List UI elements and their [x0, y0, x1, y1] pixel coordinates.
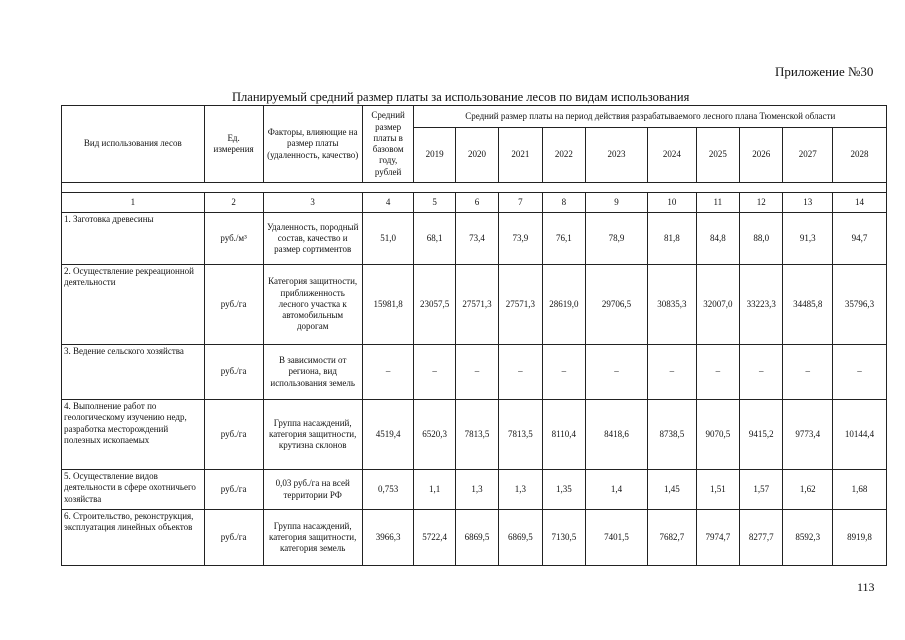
table-row: [62, 510, 887, 566]
row-year-value-cell: 7974,7: [696, 510, 739, 566]
row-year-value-cell: 8277,7: [740, 510, 783, 566]
header-year: 2022: [542, 128, 585, 183]
header-kind: Вид использования лесов: [62, 106, 205, 183]
row-year-value-cell: 6869,5: [455, 510, 498, 566]
row-year-value-cell: –: [499, 345, 542, 400]
row-base-cell: 15981,8: [362, 265, 414, 345]
row-year-value-cell: 7813,5: [499, 400, 542, 470]
column-number: 4: [362, 193, 414, 213]
row-year-value-cell: 35796,3: [833, 265, 887, 345]
header-factors: Факторы, влияющие на размер платы (удаленность, качество): [263, 106, 362, 183]
row-year-value-cell: 1,4: [586, 470, 648, 510]
table-title: Планируемый средний размер платы за использование лесов по видам использования: [232, 90, 690, 104]
row-kind-cell: 2. Осуществление рекреационной деятельности: [62, 265, 205, 345]
row-year-value-cell: 28619,0: [542, 265, 585, 345]
column-number: 14: [833, 193, 887, 213]
row-year-value-cell: 1,3: [455, 470, 498, 510]
row-year-value-cell: 68,1: [414, 213, 455, 265]
row-year-value-cell: 73,9: [499, 213, 542, 265]
page-number: 113: [857, 580, 875, 594]
column-number: 1: [62, 193, 205, 213]
row-base-cell: 0,753: [362, 470, 414, 510]
row-year-value-cell: 27571,3: [455, 265, 498, 345]
header-year: 2024: [648, 128, 697, 183]
header-unit: Ед. измерения: [204, 106, 263, 183]
row-year-value-cell: 7130,5: [542, 510, 585, 566]
row-base-cell: 51,0: [362, 213, 414, 265]
row-factors-cell: Удаленность, породный состав, качество и размер сортиментов: [263, 213, 362, 265]
row-factors-cell: Группа насаждений, категория защитности, крутизна склонов: [263, 400, 362, 470]
row-year-value-cell: –: [740, 345, 783, 400]
header-year: 2021: [499, 128, 542, 183]
row-year-value-cell: 6520,3: [414, 400, 455, 470]
row-year-value-cell: 1,62: [783, 470, 833, 510]
row-unit-cell: руб./га: [204, 345, 263, 400]
row-year-value-cell: 73,4: [455, 213, 498, 265]
row-year-value-cell: 8110,4: [542, 400, 585, 470]
row-factors-cell: Категория защитности, приближенность лесного участка к автомобильным дорогам: [263, 265, 362, 345]
row-base-cell: –: [362, 345, 414, 400]
row-year-value-cell: –: [833, 345, 887, 400]
row-year-value-cell: 78,9: [586, 213, 648, 265]
column-number: 13: [783, 193, 833, 213]
row-year-value-cell: –: [783, 345, 833, 400]
column-number-row: [62, 193, 887, 213]
row-year-value-cell: –: [414, 345, 455, 400]
row-kind-cell: 4. Выполнение работ по геологическому изучению недр, разработка месторождений полезных ископаемых: [62, 400, 205, 470]
row-year-value-cell: 33223,3: [740, 265, 783, 345]
header-year: 2026: [740, 128, 783, 183]
row-year-value-cell: 1,68: [833, 470, 887, 510]
row-unit-cell: руб./га: [204, 510, 263, 566]
row-year-value-cell: –: [586, 345, 648, 400]
row-year-value-cell: 34485,8: [783, 265, 833, 345]
row-year-value-cell: 1,57: [740, 470, 783, 510]
header-year: 2019: [414, 128, 455, 183]
row-year-value-cell: 91,3: [783, 213, 833, 265]
row-year-value-cell: 9773,4: [783, 400, 833, 470]
row-year-value-cell: 9415,2: [740, 400, 783, 470]
header-year: 2027: [783, 128, 833, 183]
appendix-label: Приложение №30: [775, 64, 874, 79]
row-year-value-cell: 8418,6: [586, 400, 648, 470]
header-base: Средний размер платы в базовом году, рублей: [362, 106, 414, 183]
row-unit-cell: руб./га: [204, 470, 263, 510]
table-row: [62, 470, 887, 510]
column-number: 8: [542, 193, 585, 213]
column-number: 3: [263, 193, 362, 213]
header-year: 2023: [586, 128, 648, 183]
row-year-value-cell: 7813,5: [455, 400, 498, 470]
row-kind-cell: 1. Заготовка древесины: [62, 213, 205, 265]
column-number: 6: [455, 193, 498, 213]
header-year: 2025: [696, 128, 739, 183]
column-number: 5: [414, 193, 455, 213]
row-year-value-cell: 81,8: [648, 213, 697, 265]
row-year-value-cell: –: [696, 345, 739, 400]
table-row: [62, 213, 887, 265]
table-body: [62, 213, 887, 566]
row-base-cell: 4519,4: [362, 400, 414, 470]
header-period: Средний размер платы на период действия разрабатываемого лесного плана Тюменской области: [414, 106, 887, 128]
row-factors-cell: В зависимости от региона, вид использования земель: [263, 345, 362, 400]
header-year: 2028: [833, 128, 887, 183]
row-year-value-cell: 8919,8: [833, 510, 887, 566]
row-year-value-cell: 88,0: [740, 213, 783, 265]
row-base-cell: 3966,3: [362, 510, 414, 566]
column-number: 12: [740, 193, 783, 213]
row-year-value-cell: 30835,3: [648, 265, 697, 345]
row-year-value-cell: 1,51: [696, 470, 739, 510]
row-year-value-cell: 94,7: [833, 213, 887, 265]
row-kind-cell: 5. Осуществление видов деятельности в сфере охотничьего хозяйства: [62, 470, 205, 510]
row-year-value-cell: 32007,0: [696, 265, 739, 345]
row-unit-cell: руб./га: [204, 400, 263, 470]
column-number: 11: [696, 193, 739, 213]
row-year-value-cell: 1,3: [499, 470, 542, 510]
row-year-value-cell: 10144,4: [833, 400, 887, 470]
row-year-value-cell: 1,45: [648, 470, 697, 510]
row-year-value-cell: 1,35: [542, 470, 585, 510]
row-year-value-cell: 76,1: [542, 213, 585, 265]
row-year-value-cell: 7682,7: [648, 510, 697, 566]
column-number: 7: [499, 193, 542, 213]
row-year-value-cell: –: [648, 345, 697, 400]
row-year-value-cell: 29706,5: [586, 265, 648, 345]
row-year-value-cell: 84,8: [696, 213, 739, 265]
row-year-value-cell: 8738,5: [648, 400, 697, 470]
row-factors-cell: Группа насаждений, категория защитности, категория земель: [263, 510, 362, 566]
row-year-value-cell: –: [542, 345, 585, 400]
column-number: 9: [586, 193, 648, 213]
table-row: [62, 265, 887, 345]
row-unit-cell: руб./м³: [204, 213, 263, 265]
row-unit-cell: руб./га: [204, 265, 263, 345]
row-year-value-cell: 8592,3: [783, 510, 833, 566]
row-factors-cell: 0,03 руб./га на всей территории РФ: [263, 470, 362, 510]
row-year-value-cell: 7401,5: [586, 510, 648, 566]
column-number: 10: [648, 193, 697, 213]
row-year-value-cell: 27571,3: [499, 265, 542, 345]
row-year-value-cell: –: [455, 345, 498, 400]
table-row: [62, 400, 887, 470]
row-year-value-cell: 5722,4: [414, 510, 455, 566]
row-year-value-cell: 6869,5: [499, 510, 542, 566]
row-kind-cell: 3. Ведение сельского хозяйства: [62, 345, 205, 400]
row-year-value-cell: 9070,5: [696, 400, 739, 470]
column-number: 2: [204, 193, 263, 213]
table-row: [62, 345, 887, 400]
payment-table: [61, 105, 887, 566]
row-year-value-cell: 1,1: [414, 470, 455, 510]
header-year: 2020: [455, 128, 498, 183]
row-kind-cell: 6. Строительство, реконструкция, эксплуатация линейных объектов: [62, 510, 205, 566]
row-year-value-cell: 23057,5: [414, 265, 455, 345]
